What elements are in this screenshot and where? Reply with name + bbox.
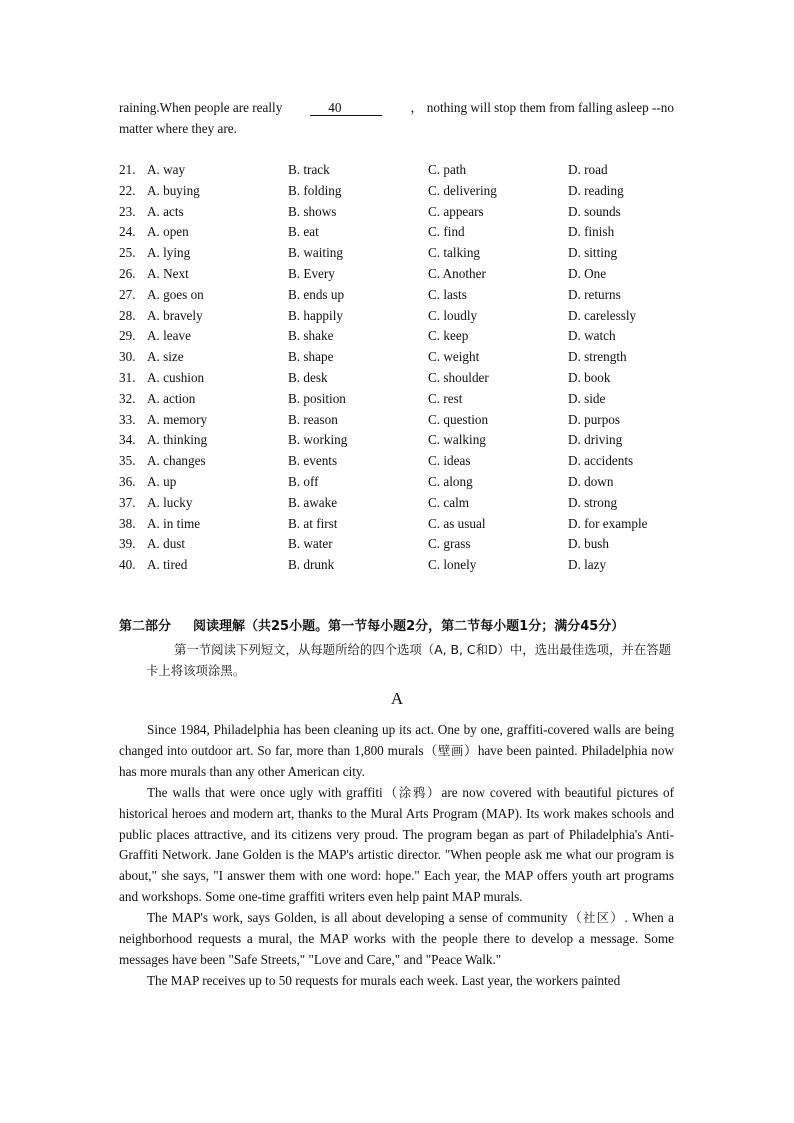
option-a: A. way	[147, 162, 186, 177]
option-c: C. keep	[428, 328, 469, 344]
option-a: A. tired	[147, 557, 188, 573]
part-title: 阅读理解（共25小题。第一节每小题2分，第二节每小题1分；满分45分）	[193, 619, 625, 634]
option-b: B. eat	[288, 224, 319, 240]
answer-options-list	[119, 160, 719, 576]
cloze-line	[119, 97, 674, 118]
question-number: 32.	[119, 390, 136, 406]
question-row	[119, 285, 719, 306]
option-a: A. buying	[147, 182, 200, 198]
question-number: 37.	[119, 494, 136, 510]
option-a: A. lying	[147, 245, 191, 261]
option-b: B. water	[288, 536, 333, 552]
option-d: D. watch	[568, 328, 616, 344]
option-d: D. purpos	[568, 411, 621, 427]
question-row	[119, 368, 719, 389]
question-row	[119, 306, 719, 327]
question-number: 29.	[119, 328, 136, 344]
option-a: A. leave	[147, 328, 191, 344]
option-c: C. loudly	[428, 307, 478, 323]
question-row	[119, 160, 719, 181]
option-a: A. cushion	[147, 369, 205, 385]
option-d: D. accidents	[568, 453, 634, 469]
question-row	[119, 534, 719, 555]
option-b: B. events	[288, 453, 338, 469]
option-c: C. rest	[428, 390, 463, 406]
option-c: C. lonely	[428, 557, 477, 573]
option-b: B. track	[288, 162, 330, 177]
option-b: B. at first	[288, 515, 338, 531]
question-row	[119, 410, 719, 431]
question-row	[119, 451, 719, 472]
option-c: C. as usual	[428, 515, 486, 531]
option-c: C. path	[428, 162, 467, 177]
question-number: 21.	[119, 162, 136, 177]
question-number: 24.	[119, 224, 136, 240]
question-number: 40.	[119, 557, 136, 573]
option-b: B. off	[288, 473, 319, 489]
option-c: C. weight	[428, 349, 480, 365]
option-a: A. goes on	[147, 286, 204, 302]
option-b: B. shape	[288, 349, 334, 365]
option-b: B. desk	[288, 369, 328, 385]
option-c: C. question	[428, 411, 489, 427]
option-d: D. lazy	[568, 557, 607, 573]
option-c: C. grass	[428, 536, 471, 552]
option-d: D. carelessly	[568, 307, 637, 323]
option-a: A. in time	[147, 515, 201, 531]
option-a: A. open	[147, 224, 189, 240]
option-c: C. appears	[428, 203, 484, 219]
question-number: 28.	[119, 307, 136, 323]
option-c: C. walking	[428, 432, 486, 448]
cloze-passage-ending	[119, 97, 674, 139]
question-row	[119, 264, 719, 285]
option-b: B. folding	[288, 182, 342, 198]
question-number: 34.	[119, 432, 136, 448]
option-d: D. bush	[568, 536, 610, 552]
paragraph-text: ）are now covered with beautiful pictures of historical heroes and modern art, thanks to the Mural Arts Program (MAP). Its work makes schools and public places attractive, and its citizens very proud. The program began as part of Philadelphia's Anti-Graffiti Network. Jane Golden is the MAP's artistic director. "When people ask me what our program is about," she says, "I answer them with one word: hope." Each year, the MAP offers youth art programs and workshops. Some one-time graffiti writers even help paint MAP murals.	[119, 784, 674, 905]
option-c: C. talking	[428, 245, 481, 261]
chinese-gloss: 壁画	[438, 742, 465, 758]
passage-title: A	[390, 689, 404, 708]
option-a: A. action	[147, 390, 196, 406]
question-number: 36.	[119, 473, 136, 489]
question-number: 33.	[119, 411, 136, 427]
option-a: A. dust	[147, 536, 186, 552]
question-number: 38.	[119, 515, 136, 531]
question-row	[119, 326, 719, 347]
question-number: 26.	[119, 265, 136, 281]
option-c: C. calm	[428, 494, 470, 510]
option-b: B. waiting	[288, 245, 343, 261]
question-row	[119, 222, 719, 243]
option-b: B. drunk	[288, 557, 335, 573]
question-row	[119, 472, 719, 493]
option-d: D. finish	[568, 224, 615, 240]
part-label: 第二部分	[119, 619, 172, 634]
paragraph-4: The MAP receives up to 50 requests for murals each week. Last year, the workers painted	[147, 972, 621, 988]
paragraph-2	[119, 783, 674, 908]
question-number: 22.	[119, 182, 136, 198]
option-b: B. reason	[288, 411, 338, 427]
option-d: D. returns	[568, 286, 621, 302]
option-c: C. find	[428, 224, 465, 240]
question-row	[119, 202, 719, 223]
option-b: B. Every	[288, 265, 335, 281]
paragraph-1	[119, 720, 674, 783]
option-a: A. lucky	[147, 494, 193, 510]
question-row	[119, 243, 719, 264]
option-c: C. along	[428, 473, 473, 489]
option-b: B. shake	[288, 328, 334, 344]
option-b: B. working	[288, 432, 348, 448]
paragraph-text: ）have been painted. Philadelphia now has more murals than any other American city.	[119, 742, 674, 779]
paragraph-text: ）. When a neighborhood requests a mural, the MAP works with the people there to develop a message. Some messages have been "Safe Streets," "Love and Care," and "Peace Walk."	[119, 910, 675, 967]
option-a: A. size	[147, 349, 184, 365]
option-c: C. shoulder	[428, 369, 489, 385]
question-row	[119, 555, 719, 576]
option-a: A. memory	[147, 411, 208, 427]
paragraph-text: Since 1984, Philadelphia has been cleaning up its act. One by one, graffiti-covered walls are being changed into outdoor art. So far, more than 1,800 murals（	[119, 722, 674, 758]
option-a: A. up	[147, 473, 177, 489]
option-a: A. changes	[147, 453, 206, 469]
cloze-blank-40: 40	[310, 100, 382, 116]
question-number: 31.	[119, 369, 136, 385]
cloze-text-before-blank: raining.When people are really	[119, 100, 283, 115]
reading-passage	[119, 720, 674, 992]
option-d: D. side	[568, 390, 606, 406]
question-row	[119, 514, 719, 535]
option-d: D. sounds	[568, 203, 621, 219]
option-c: C. delivering	[428, 182, 497, 198]
option-a: A. thinking	[147, 432, 208, 448]
option-b: B. happily	[288, 307, 343, 323]
instruction-text: 第一节阅读下列短文，从每题所给的四个选项（A, B, C和D）中，选出最佳选项，并在答题卡上将该项涂黑。	[146, 642, 671, 678]
question-row	[119, 389, 719, 410]
question-row	[119, 181, 719, 202]
option-b: B. shows	[288, 203, 337, 219]
paragraph-3	[119, 908, 674, 971]
cloze-line-2: matter where they are.	[119, 121, 237, 136]
part-two-heading	[119, 617, 679, 637]
question-number: 23.	[119, 203, 136, 219]
option-d: D. driving	[568, 432, 623, 448]
option-d: D. One	[568, 265, 607, 281]
option-d: D. road	[568, 162, 608, 177]
question-number: 25.	[119, 245, 136, 261]
option-a: A. acts	[147, 203, 184, 219]
option-a: A. bravely	[147, 307, 203, 323]
option-d: D. down	[568, 473, 614, 489]
option-c: C. Another	[428, 265, 486, 281]
question-number: 27.	[119, 286, 136, 302]
option-c: C. lasts	[428, 286, 467, 302]
section-instruction	[146, 639, 676, 681]
paragraph-text: The MAP's work, says Golden, is all about developing a sense of community（	[147, 910, 584, 926]
option-d: D. strong	[568, 494, 618, 510]
question-row	[119, 430, 719, 451]
option-b: B. ends up	[288, 286, 345, 302]
question-number: 35.	[119, 453, 136, 469]
question-number: 39.	[119, 536, 136, 552]
option-d: D. strength	[568, 349, 627, 365]
option-b: B. awake	[288, 494, 338, 510]
question-row	[119, 347, 719, 368]
option-a: A. Next	[147, 265, 189, 281]
option-d: D. for example	[568, 515, 648, 531]
option-c: C. ideas	[428, 453, 471, 469]
option-d: D. sitting	[568, 245, 618, 261]
chinese-gloss: 社区	[583, 910, 611, 926]
option-d: D. reading	[568, 182, 624, 198]
option-b: B. position	[288, 390, 346, 406]
cloze-text-after-blank: ， nothing will stop them from falling asleep --no	[410, 100, 674, 115]
option-d: D. book	[568, 369, 611, 385]
chinese-gloss: 涂鸦	[398, 784, 427, 800]
question-row	[119, 493, 719, 514]
paragraph-text: The walls that were once ugly with graffiti（	[147, 784, 399, 800]
question-number: 30.	[119, 349, 136, 365]
